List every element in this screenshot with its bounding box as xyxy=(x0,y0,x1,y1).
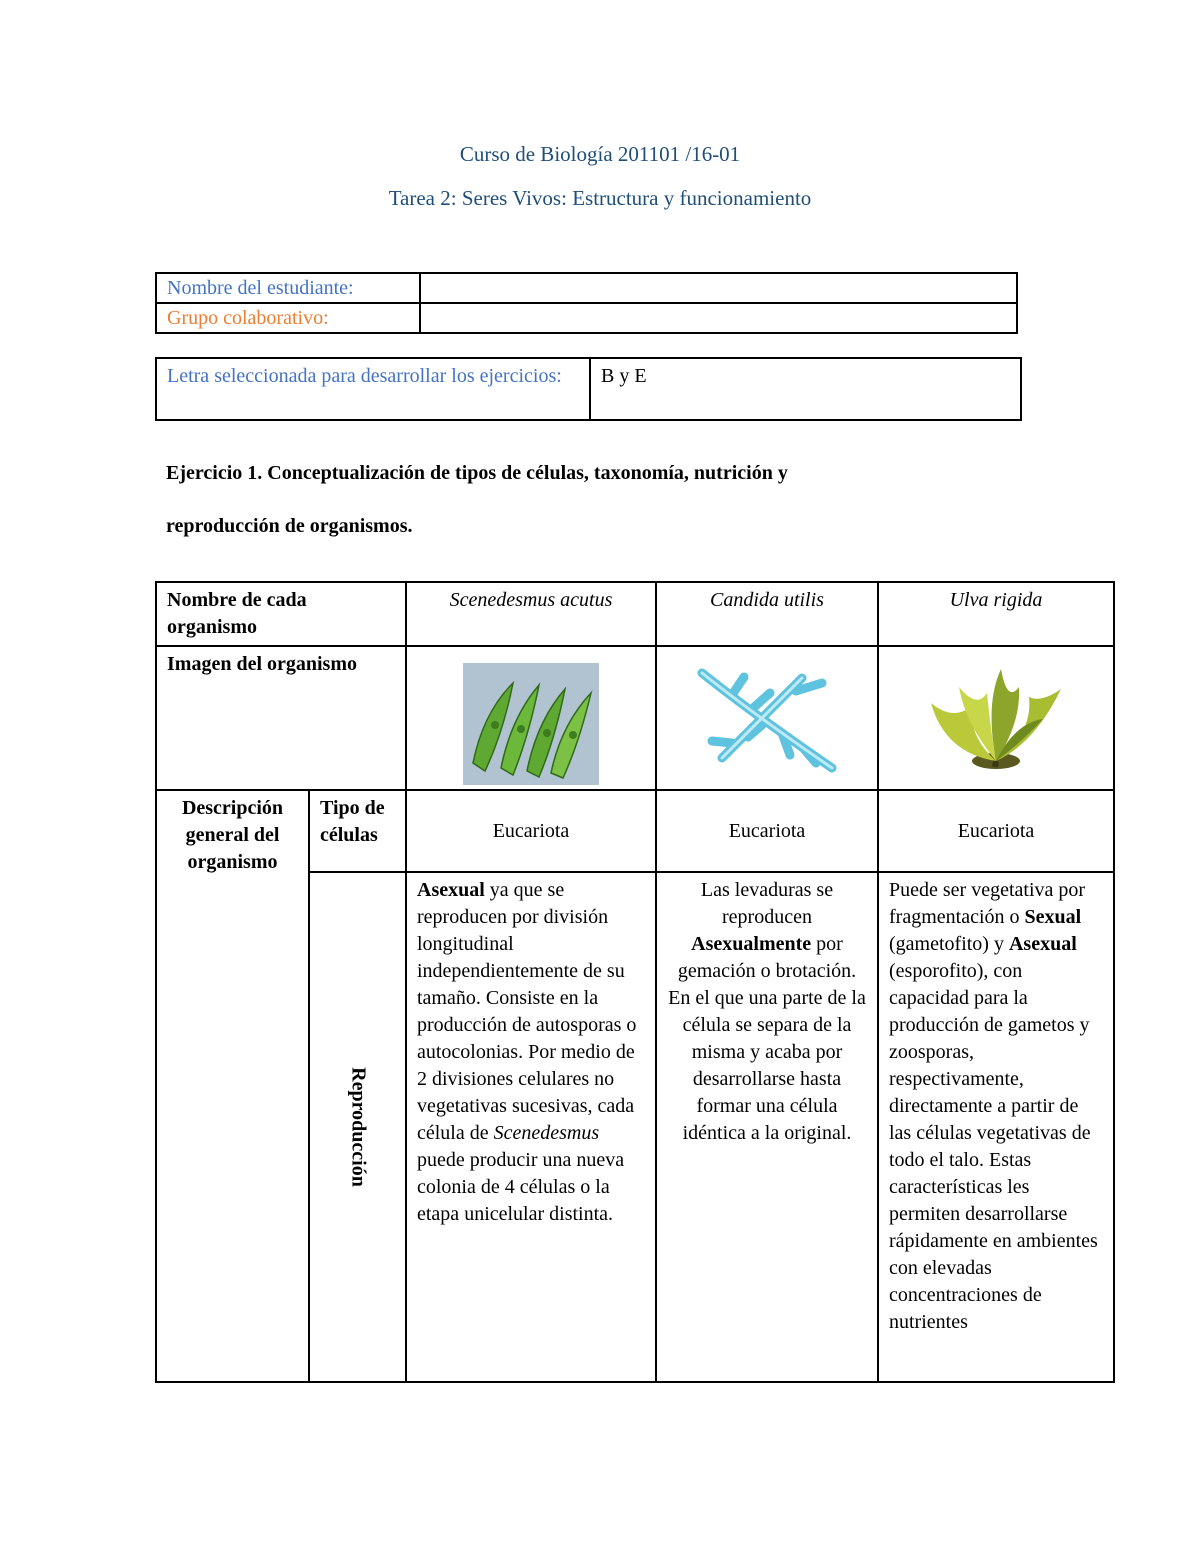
letter-row xyxy=(156,358,1021,420)
organism-image-cell-1 xyxy=(406,646,656,790)
yeast-branching-image xyxy=(692,663,842,779)
organism-name-1: Scenedesmus acutus xyxy=(406,582,656,646)
group-field[interactable] xyxy=(420,303,1017,333)
exercise-heading-line1: Ejercicio 1. Conceptualización de tipos de células, taxonomía, nutrición y xyxy=(166,462,788,484)
reproduction-3-bold-a: Sexual xyxy=(1024,906,1082,928)
cell-type-1: Eucariota xyxy=(406,790,656,872)
reproduction-3-text-b: (gametofito) y xyxy=(889,933,1009,955)
organism-image-cell-2 xyxy=(656,646,878,790)
reproduction-1-text-a: ya que se reproducen por división longitudinal independientemente de su tamaño. Consiste en la producción de autosporas o autocolonias. Por medio de 2 divisiones celulares no vegetativas sucesivas, cada célula de xyxy=(417,879,637,1144)
student-name-row xyxy=(156,273,1017,303)
letter-table xyxy=(155,357,1022,421)
exercise-heading-line2: reproducción de organismos. xyxy=(166,515,413,537)
reproduction-label-cell xyxy=(309,872,406,1382)
group-label: Grupo colaborativo: xyxy=(156,303,420,333)
reproduction-1-italic: Scenedesmus xyxy=(493,1122,600,1144)
sea-lettuce-image xyxy=(925,663,1067,773)
reproduction-1-bold: Asexual xyxy=(417,879,485,901)
reproduction-2 xyxy=(656,872,878,1382)
letter-value: B y E xyxy=(590,358,1021,420)
reproduction-1-text-b: puede producir una nueva colonia de 4 células o la etapa unicelular distinta. xyxy=(417,1149,625,1225)
cell-type-3: Eucariota xyxy=(878,790,1114,872)
description-label: Descripción general del organismo xyxy=(156,790,309,1382)
group-row xyxy=(156,303,1017,333)
reproduction-2-text-b: por gemación o brotación. xyxy=(677,933,857,982)
reproduction-3 xyxy=(878,872,1114,1382)
reproduction-1 xyxy=(406,872,656,1382)
reproduction-2-text-c: En el que una parte de la célula se separa de la misma y acaba por desarrollarse hasta formar una célula idéntica a la original. xyxy=(668,987,866,1144)
names-row-label: Nombre de cada organismo xyxy=(156,582,406,646)
names-row xyxy=(156,582,1114,646)
reproduction-2-bold: Asexualmente xyxy=(691,933,812,955)
student-name-label: Nombre del estudiante: xyxy=(156,273,420,303)
images-row-label: Imagen del organismo xyxy=(156,646,406,790)
task-title: Tarea 2: Seres Vivos: Estructura y funcionamiento xyxy=(388,186,812,210)
course-title: Curso de Biología 201101 /16-01 xyxy=(459,142,741,166)
student-info-table xyxy=(155,272,1018,334)
cell-type-2: Eucariota xyxy=(656,790,878,872)
green-algae-cells-image xyxy=(463,663,599,785)
reproduction-label: Reproducción xyxy=(347,1067,369,1187)
reproduction-3-text-a: Puede ser vegetativa por fragmentación o xyxy=(889,879,1086,928)
images-row xyxy=(156,646,1114,790)
organism-name-2: Candida utilis xyxy=(656,582,878,646)
reproduction-3-bold-b: Asexual xyxy=(1008,933,1077,955)
cell-type-label: Tipo de células xyxy=(309,790,406,872)
student-name-field[interactable] xyxy=(420,273,1017,303)
organism-image-cell-3 xyxy=(878,646,1114,790)
reproduction-2-text-a: Las levaduras se reproducen xyxy=(700,879,834,928)
organism-name-3: Ulva rigida xyxy=(878,582,1114,646)
cell-type-row xyxy=(156,790,1114,872)
organisms-table xyxy=(155,581,1115,1383)
letter-label: Letra seleccionada para desarrollar los ejercicios: xyxy=(156,358,590,420)
reproduction-3-text-c: (esporofito), con capacidad para la producción de gametos y zoosporas, respectivamente, directamente a partir de las células vegetativas de todo el talo. Estas características les permiten desarrollarse rápidamente en ambientes con elevadas concentraciones de nutrientes xyxy=(889,960,1098,1333)
